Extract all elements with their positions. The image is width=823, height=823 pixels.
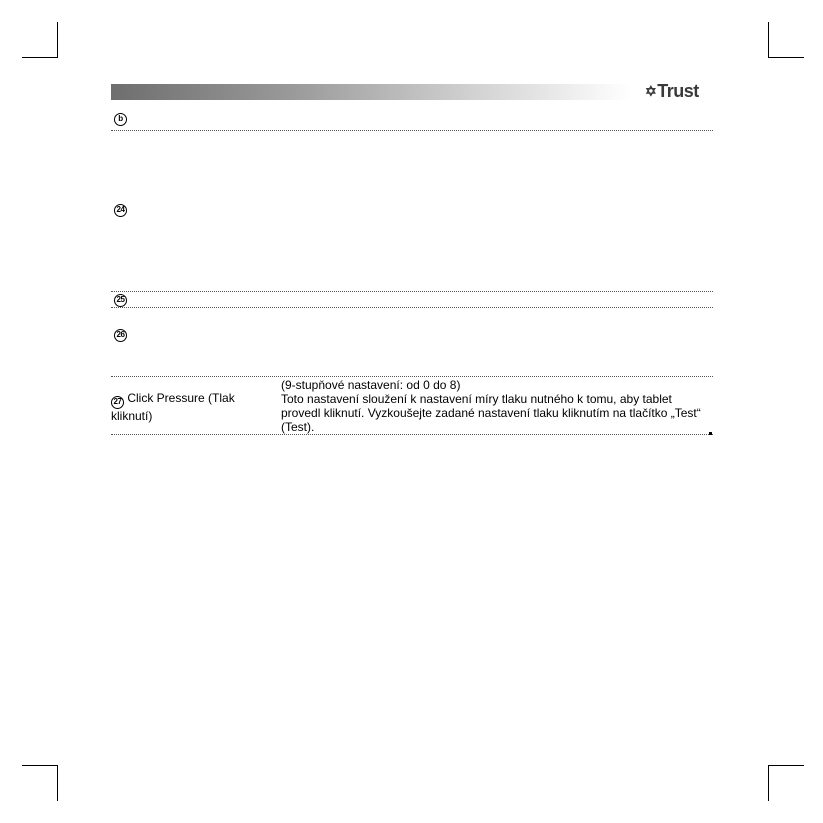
crop-mark-bottom-right-h (768, 765, 804, 766)
click-pressure-label-text: Click Pressure (Tlak kliknutí) (111, 391, 235, 423)
trust-logo-text: Trust (657, 80, 699, 101)
step-27-icon: 27 (111, 396, 124, 409)
crop-mark-top-left-v (57, 22, 58, 58)
click-pressure-range-note: (9-stupňové nastavení: od 0 do 8) (281, 378, 461, 392)
trust-logo-mark-icon: ✡ (645, 82, 657, 99)
click-pressure-description-text: Toto nastavení sloužení k nastavení míry tlaku nutného k tomu, aby tablet provedl kliknutí. Vyzkoušejte zadané nastavení tlaku kliknutím na tlačítko „Test“ (Test). (281, 392, 701, 434)
crop-mark-bottom-left-v (57, 765, 58, 801)
separator-line (111, 130, 713, 131)
step-26-icon: 26 (114, 329, 127, 342)
crop-mark-top-left-h (22, 57, 58, 58)
step-25-icon: 25 (114, 294, 127, 307)
crop-mark-top-right-h (768, 57, 804, 58)
separator-line (111, 307, 713, 308)
trust-logo (645, 80, 699, 102)
click-pressure-label (111, 391, 271, 423)
separator-line (111, 376, 713, 377)
end-marker (709, 432, 712, 435)
crop-mark-top-right-v (768, 22, 769, 58)
crop-mark-bottom-left-h (22, 765, 58, 766)
separator-line (111, 291, 713, 292)
step-b-icon: b (114, 113, 127, 126)
separator-line (111, 434, 713, 435)
crop-mark-bottom-right-v (768, 765, 769, 801)
header-gradient-bar (111, 84, 631, 100)
step-24-icon: 24 (114, 204, 127, 217)
click-pressure-description (281, 378, 711, 434)
